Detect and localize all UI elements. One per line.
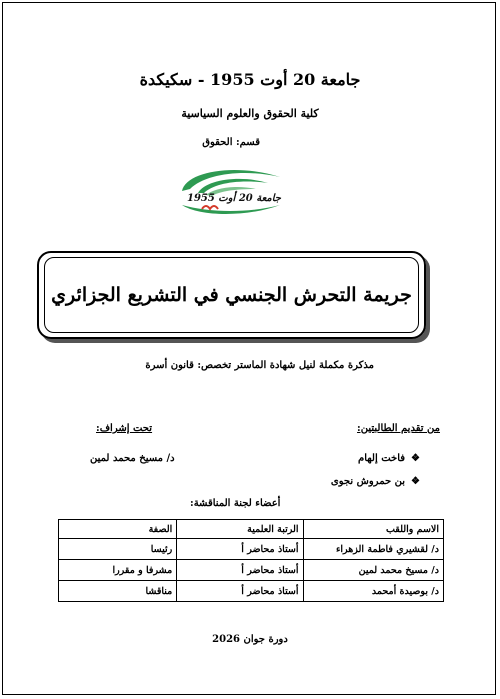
student-name: فاخت إلهام [358,453,406,464]
jury-title: أعضاء لجنة المناقشة: [190,498,281,509]
jury-table-header [59,520,444,539]
jury-member-name: د/ بوصيدة أمحمد [303,581,443,602]
table-row [59,581,444,602]
jury-member-rank: أستاذ محاضر أ [177,539,303,560]
jury-table [58,519,444,602]
thesis-title: جريمة التحرش الجنسي في التشريع الجزائري [44,257,419,333]
jury-member-name: د/ مسيخ محمد لمين [303,560,443,581]
memo-description: مذكرة مكملة لنيل شهادة الماستر تخصص: قانون أسرة [145,360,374,371]
header-rank: الرتبة العلمية [177,520,303,539]
title-frame [37,251,426,339]
student-item [358,453,420,464]
supervisor-name: د/ مسيخ محمد لمين [90,453,175,464]
department-name: قسم: الحقوق [202,137,260,148]
jury-member-name: د/ لقشيري فاطمة الزهراء [303,539,443,560]
logo-text: جامعة 20 أوت 1955 [186,193,282,204]
presenters-label: من تقديم الطالبتين: [357,423,440,434]
jury-member-role: مشرفا و مقررا [59,560,177,581]
university-name: جامعة 20 أوت 1955 - سكيكدة [139,70,361,89]
university-logo [176,165,292,217]
jury-member-role: رئيسا [59,539,177,560]
table-row [59,539,444,560]
header-name: الاسم واللقب [303,520,443,539]
jury-member-rank: أستاذ محاضر أ [177,560,303,581]
header-role: الصفة [59,520,177,539]
jury-member-role: مناقشا [59,581,177,602]
jury-member-rank: أستاذ محاضر أ [177,581,303,602]
student-item [331,476,420,487]
student-name: بن حمروش نجوى [330,476,406,487]
diamond-bullet-icon: ❖ [411,453,420,464]
table-row [59,560,444,581]
supervision-label: تحت إشراف: [96,423,153,434]
faculty-name: كلية الحقوق والعلوم السياسية [181,107,319,120]
diamond-bullet-icon: ❖ [411,476,420,487]
session-date: دورة جوان 2026 [212,634,288,645]
